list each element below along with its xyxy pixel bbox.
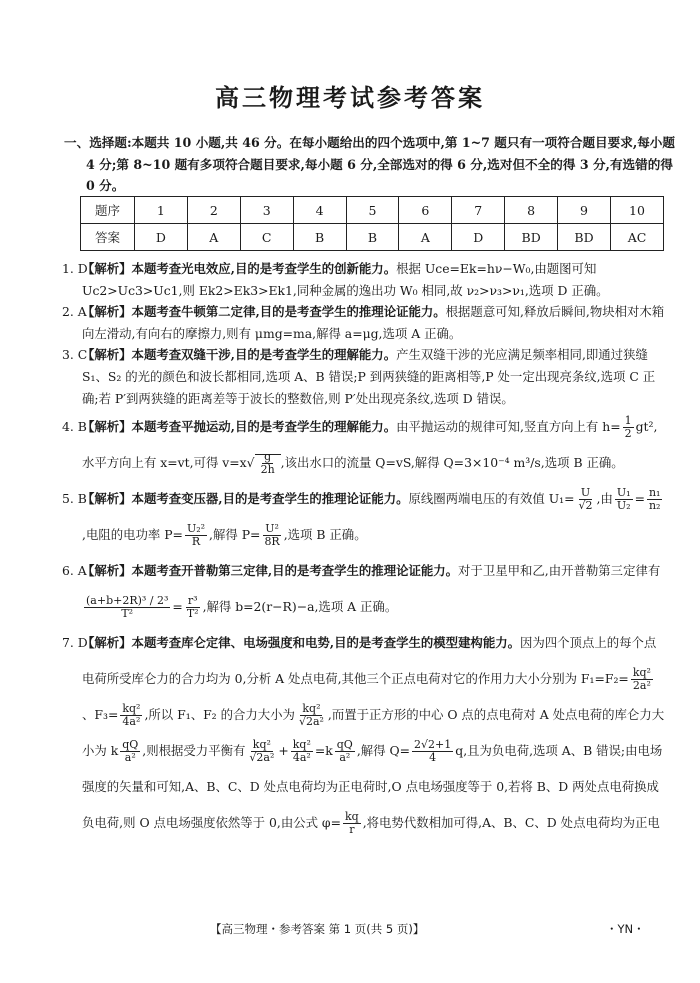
fraction: $\frac{\text{kq²}}{\text{√2a²}}$	[298, 702, 324, 729]
page-title: 高三物理考试参考答案	[215, 84, 485, 112]
answer-text: 对于卫星甲和乙,由开普勒第三定律有	[458, 563, 661, 579]
answer-text: 原线圈两端电压的有效值 U₁=	[408, 491, 575, 507]
fraction: $\frac{\text{n₁}}{\text{n₂}}$	[648, 486, 661, 513]
answer-item-6	[62, 553, 666, 625]
fraction: $\frac{kq}{r}$	[344, 810, 359, 837]
answer-item-4: 4. B 【解析】本题考查平抛运动,目的是考查学生的理解能力。由平抛运动的规律可知,竖直方向上有 h= $\frac{1}{2}$ gt²,水平方向上有 x=vt,可得 v=x√ $\frac{g}{2h}$ ,该出水口的流量 Q=vS,解得 Q=3×10⁻⁴ m³/s,选项 B 正确。	[62, 409, 666, 481]
table-cell: A	[399, 224, 452, 251]
fraction: $\frac{\text{kq²}}{\text{4a²}}$	[292, 738, 311, 765]
answer-text: 根据 Ucе=Ek=hν−W₀,由题图可知 Uc2>Uc3>Uc1,则 Ek2>Ek3>Ek1,同种金属的逸出功 W₀ 相同,故 ν₂>ν₃>ν₁,选项 D 正确。	[82, 261, 609, 298]
answer-text: 产生双缝干涉的光应满足频率相同,即通过狭缝 S₁、S₂ 的光的颜色和波长都相同,选项 A、B 错误;P 到两狭缝的距离相等,P 处一定出现亮条纹,选项 C 正确;若 P′到两狭缝的距离差等于波长的整数倍,则 P′处出现亮条纹,选项 D 错误。	[82, 347, 656, 406]
answer-heading: 【解析】本题考查牛顿第二定律,目的是考查学生的推理论证能力。	[82, 304, 446, 320]
answer-number: 1. D	[62, 261, 88, 276]
answer-text: ,将电势代数相加可得,A、B、C、D 处点电荷均为正电	[362, 815, 660, 831]
answer-number: 3. C	[62, 347, 88, 363]
answer-text: ,则根据受力平衡有	[142, 743, 246, 759]
fraction: $\frac{\text{(a+b+2R)³ / 2³}}{\text{T²}}$	[86, 594, 169, 621]
table-cell: D	[134, 224, 187, 251]
table-cell: 5	[346, 197, 399, 224]
answer-text: 根据题意可知,释放后瞬间,物块相对木箱向左滑动,有向右的摩擦力,则有 μmg=ma,解得 a=μg,选项 A 正确。	[82, 304, 665, 341]
answer-number: 7. D	[62, 635, 88, 651]
answer-text: ,解得 P=	[209, 527, 261, 543]
table-cell: B	[293, 224, 346, 251]
row-label-number: 题序	[81, 197, 135, 224]
table-cell: C	[240, 224, 293, 251]
row-label-answer: 答案	[81, 224, 135, 251]
answer-text: 因为四个顶点上的每个点电荷所受库仑力的合力均为 0,分析 A 处点电荷,其他三个正点电荷对它的作用力大小分别为 F₁=F₂=	[82, 635, 657, 687]
answer-text: ,由	[596, 491, 613, 507]
answer-text: ,电阻的电功率 P=	[82, 527, 183, 543]
plus-sign: +	[278, 743, 289, 759]
table-cell: 3	[240, 197, 293, 224]
fraction: $\frac{\text{U₁}}{\text{U₂}}$	[616, 486, 631, 513]
answers-body	[62, 258, 666, 841]
fraction: $\frac{2√2+1}{4}$	[414, 738, 452, 765]
answer-heading: 【解析】本题考查双缝干涉,目的是考查学生的理解能力。	[82, 347, 397, 363]
answer-number: 6. A	[62, 563, 87, 579]
table-cell: 7	[452, 197, 505, 224]
fraction: $\frac{\text{U²}}{8R}$	[264, 522, 280, 549]
table-cell: AC	[610, 224, 663, 251]
table-cell: BD	[505, 224, 558, 251]
answer-text: ,选项 B 正确。	[283, 527, 367, 543]
table-row-answers	[81, 224, 664, 251]
answer-text: ,而置于正方形的中心 O 点的点电荷对 A 处点电荷的库仑力大小为 k	[82, 707, 665, 759]
table-cell: B	[346, 224, 399, 251]
answer-item-2	[62, 301, 666, 344]
fraction: $\frac{qQ}{\text{a²}}$	[336, 738, 353, 765]
answer-number: 5. B	[62, 491, 87, 507]
fraction: $\frac{\text{kq²}}{\text{√2a²}}$	[249, 738, 275, 765]
table-cell: 9	[558, 197, 611, 224]
answer-text: ,解得 Q=	[356, 743, 411, 759]
answer-heading: 【解析】本题考查库仑定律、电场强度和电势,目的是考查学生的模型建构能力。	[82, 635, 520, 651]
fraction: $\frac{\text{kq²}}{\text{4a²}}$	[122, 702, 141, 729]
answer-item-3	[62, 344, 666, 409]
answer-text: q,且为负电荷,选项 A、B 错误;由电场强度的矢量和可知,A、B、C、D 处点电荷均为正电荷时,O 点电场强度等于 0,若将 B、D 两处点电荷换成负电荷,则 O 点电场强度依然等于 0,由公式 φ=	[82, 743, 663, 831]
answer-item-7	[62, 625, 666, 841]
footer-code: ・YN・	[606, 922, 645, 936]
fraction: $\frac{\text{U₂²}}{R}$	[186, 522, 206, 549]
answer-text: ,所以 F₁、F₂ 的合力大小为	[144, 707, 295, 723]
answer-heading: 【解析】本题考查变压器,目的是考查学生的推理论证能力。	[82, 491, 409, 507]
fraction: $\frac{\text{r³}}{\text{T²}}$	[186, 594, 199, 621]
answer-number: 4. B	[62, 419, 87, 435]
sqrt-expression: $\frac{g}{2h}$	[255, 454, 281, 470]
section-instructions: 一、选择题:本题共 10 小题,共 46 分。在每小题给出的四个选项中,第 1~7 题只有一项符合题目要求,每小题 4 分;第 8~10 题有多项符合题目要求,每小题 6 分,全部选对的得 6 分,选对但不全的得 3 分,有选错的得 0 分。	[64, 135, 675, 193]
table-cell: D	[452, 224, 505, 251]
table-cell: 6	[399, 197, 452, 224]
answer-text: ,解得 b=2(r−R)−a,选项 A 正确。	[202, 599, 398, 615]
table-cell: 1	[134, 197, 187, 224]
table-cell: A	[187, 224, 240, 251]
table-cell: 8	[505, 197, 558, 224]
fraction: $\frac{qQ}{\text{a²}}$	[122, 738, 139, 765]
table-row-numbers	[81, 197, 664, 224]
answer-heading: 【解析】本题考查开普勒第三定律,目的是考查学生的推理论证能力。	[82, 563, 459, 579]
answer-text: 、F₃=	[82, 707, 119, 723]
answer-text: gt²,水平方向上有 x=vt,可得 v=x	[82, 419, 658, 471]
answer-heading: 【解析】本题考查光电效应,目的是考查学生的创新能力。	[82, 261, 397, 276]
answer-item-5	[62, 481, 666, 553]
table-cell: 10	[610, 197, 663, 224]
answer-text: 由平抛运动的规律可知,竖直方向上有 h=	[396, 419, 621, 435]
answer-number: 2. A	[62, 304, 87, 320]
answer-text: =k	[314, 743, 333, 759]
table-cell: 2	[187, 197, 240, 224]
table-cell: BD	[558, 224, 611, 251]
footer-page-info: 【高三物理・参考答案 第 1 页(共 5 页)】	[210, 922, 425, 936]
answer-item-1	[62, 258, 666, 301]
answer-text: ,该出水口的流量 Q=vS,解得 Q=3×10⁻⁴ m³/s,选项 B 正确。	[280, 455, 624, 471]
equals-sign: =	[172, 599, 183, 615]
answer-table	[80, 196, 664, 251]
answer-heading: 【解析】本题考查平抛运动,目的是考查学生的理解能力。	[82, 419, 397, 435]
fraction: $\frac{U}{√2}$	[578, 486, 593, 513]
fraction: $\frac{\text{kq²}}{\text{2a²}}$	[632, 666, 651, 693]
fraction: $\frac{1}{2}$	[624, 414, 632, 441]
equals-sign: =	[634, 491, 645, 507]
table-cell: 4	[293, 197, 346, 224]
